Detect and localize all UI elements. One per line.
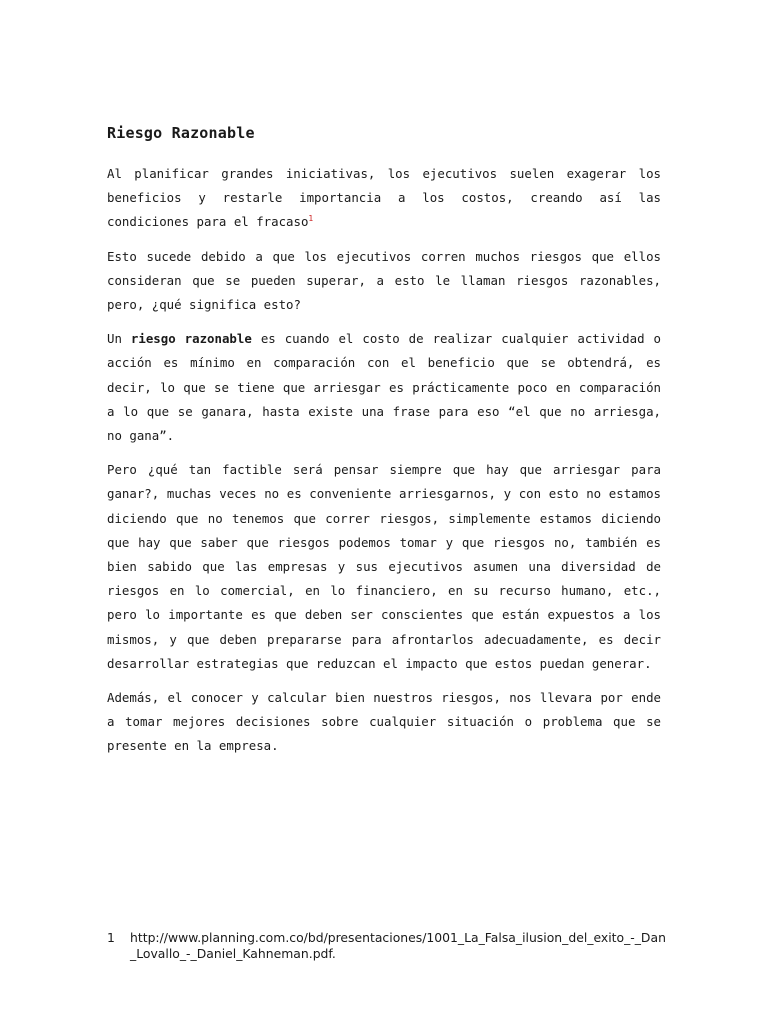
document-body [107,162,661,769]
paragraph-3-lead: Un [107,331,122,347]
paragraph-3 [107,327,661,448]
paragraph-2: Esto sucede debido a que los ejecutivos corren muchos riesgos que ellos consideran que se pueden superar, a esto le llaman riesgos razonables, pero, ¿qué significa esto? [107,248,661,313]
document-title: Riesgo Razonable [107,124,255,142]
paragraph-3-bold-term: riesgo razonable [130,331,252,347]
footnote [107,930,667,962]
footnote-link[interactable]: http://www.planning.com.co/bd/presentaciones/1001_La_Falsa_ilusion_del_exito_-_Dan_Lovallo_-_Daniel_Kahneman.pdf. [130,930,666,961]
paragraph-3-rest: es cuando el costo de realizar cualquier actividad o acción es mínimo en comparación con el beneficio que se obtendrá, es decir, lo que se tiene que arriesgar es prácticamente poco en comparación a lo que se ganara, hasta existe una frase para eso “el que no arriesga, no gana”. [107,331,661,444]
footnote-number: 1 [107,930,115,945]
paragraph-1-text: Al planificar grandes iniciativas, los ejecutivos suelen exagerar los beneficios y restarle importancia a los costos, creando así las condiciones para el fracaso [107,166,661,230]
paragraph-5: Además, el conocer y calcular bien nuestros riesgos, nos llevara por ende a tomar mejores decisiones sobre cualquier situación o problema que se presente en la empresa. [107,690,661,754]
footnote-reference[interactable]: 1 [308,214,314,224]
paragraph-1 [107,162,661,235]
paragraph-4: Pero ¿qué tan factible será pensar siempre que hay que arriesgar para ganar?, muchas veces no es conveniente arriesgarnos, y con esto no estamos diciendo que no tenemos que correr riesgos, simplemente estamos diciendo que hay que saber que riesgos podemos tomar y que riesgos no, también es bien sabido que las empresas y sus ejecutivos asumen una diversidad de riesgos en lo comercial, en lo financiero, en su recurso humano, etc., pero lo importante es que deben ser conscientes que están expuestos a los mismos, y que deben prepararse para afrontarlos adecuadamente, es decir desarrollar estrategias que reduzcan el impacto que estos puedan generar. [107,462,661,671]
